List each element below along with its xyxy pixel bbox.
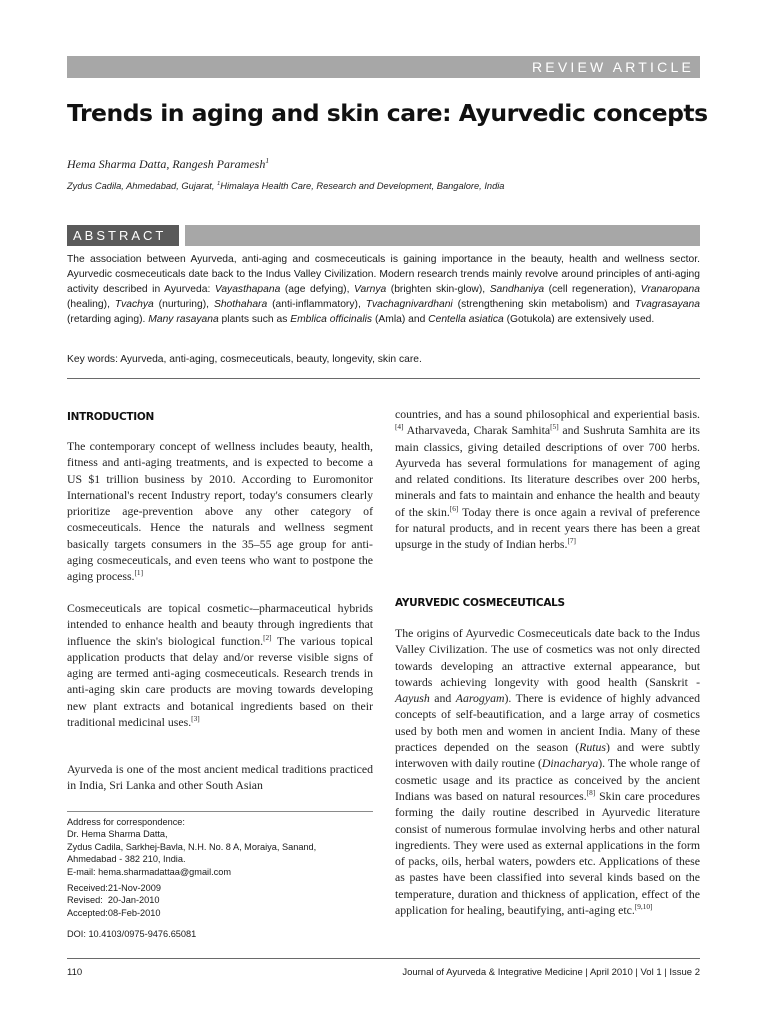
article-title: Trends in aging and skin care: Ayurvedic concepts — [67, 99, 708, 127]
abstract-segment: (healing), — [67, 298, 115, 310]
right-paragraph-1 — [395, 406, 700, 553]
abstract-segment: (age defying), — [280, 283, 354, 295]
page-number: 110 — [67, 967, 83, 978]
abstract-term: Many rasayana — [148, 313, 219, 325]
abstract-segment: (Gotukola) are extensively used. — [503, 313, 655, 325]
abstract-label: ABSTRACT — [67, 225, 179, 246]
correspondence-address-line: Zydus Cadila, Sarkhej-Bavla, N.H. No. 8 A, Moraiya, Sanand, — [67, 841, 317, 852]
affiliation-primary: Zydus Cadila, Ahmedabad, Gujarat, — [67, 181, 218, 191]
revised-date: Revised: 20-Jan-2010 — [67, 895, 160, 906]
sanskrit-term: Aayush — [395, 691, 430, 706]
abstract-term: Tvachagnivardhani — [365, 298, 453, 310]
ayurvedic-cosmeceuticals-heading: AYURVEDIC COSMECEUTICALS — [395, 597, 565, 609]
article-type-label: REVIEW ARTICLE — [531, 59, 694, 75]
received-date: Received:21-Nov-2009 — [67, 883, 161, 894]
abstract-term: Emblica officinalis — [290, 313, 373, 325]
citation-ref[interactable]: [7] — [567, 536, 576, 546]
citation-ref[interactable]: [3] — [191, 714, 200, 724]
introduction-heading: INTRODUCTION — [67, 411, 154, 423]
abstract-term: Varnya — [354, 283, 387, 295]
introduction-paragraph-3 — [67, 761, 373, 794]
affiliation-mark: 1 — [217, 180, 221, 187]
affiliations — [67, 179, 707, 193]
accepted-date: Accepted:08-Feb-2010 — [67, 907, 161, 918]
journal-citation: Journal of Ayurveda & Integrative Medicine | April 2010 | Vol 1 | Issue 2 — [402, 967, 700, 978]
abstract-term: Vayasthapana — [214, 283, 281, 295]
footer-divider — [67, 958, 700, 959]
abstract-segment: (anti-inflammatory), — [267, 298, 366, 310]
correspondence-address-line: Ahmedabad - 382 210, India. — [67, 854, 186, 865]
right-paragraph-2 — [395, 625, 700, 918]
abstract-header-bar — [67, 225, 700, 246]
abstract-segment: (retarding aging). — [67, 313, 149, 325]
paragraph-text: Cosmeceuticals are topical cosmetic-–pharmaceutical hybrids intended to enhance health and beauty through ingredients that influence the skin's biological function. — [67, 601, 373, 648]
citation-ref[interactable]: [2] — [263, 632, 272, 642]
paragraph-text: and — [429, 691, 456, 706]
abstract-segment: (cell regeneration), — [544, 283, 641, 295]
correspondence-label: Address for correspondence: — [67, 817, 185, 827]
correspondence-email[interactable]: E-mail: hema.sharmadattaa@gmail.com — [67, 866, 232, 877]
paragraph-text: countries, and has a sound philosophical and experiential basis. — [395, 407, 700, 421]
abstract-segment: (Amla) and — [372, 313, 429, 325]
abstract-term: Sandhaniya — [489, 283, 545, 295]
paragraph-text: and Sushruta Samhita are its main classics, giving detailed descriptions of over 700 herbs. Ayurveda has several formulations for management of aging and related conditions. Its literature describes over 200 herbs, minerals and fats to maintain and enhance the health and beauty of the skin. — [395, 423, 700, 519]
keywords: Key words: Ayurveda, anti-aging, cosmeceuticals, beauty, longevity, skin care. — [67, 354, 422, 365]
paragraph-text: ). The whole range of cosmetic usage and its practice as conceived by the ancient Indians was based on natural resources. — [395, 756, 700, 803]
article-type-banner — [67, 56, 700, 78]
sanskrit-term: Rutus — [579, 740, 607, 755]
correspondence-name: Dr. Hema Sharma Datta, — [67, 829, 168, 840]
introduction-paragraph-1 — [67, 438, 373, 585]
citation-ref[interactable]: [4] — [395, 422, 404, 432]
abstract-term: Centella asiatica — [428, 313, 504, 325]
introduction-paragraph-2 — [67, 600, 373, 730]
authors-text: Hema Sharma Datta, Rangesh Paramesh — [67, 157, 266, 171]
doi[interactable]: DOI: 10.4103/0975-9476.65081 — [67, 929, 197, 940]
abstract-segment: (strengthening skin metabolism) and — [452, 298, 635, 310]
abstract-term: Tvachya — [114, 298, 154, 310]
sanskrit-term: Aarogyam — [455, 691, 505, 706]
abstract-segment: (nurturing), — [153, 298, 214, 310]
citation-ref[interactable]: [5] — [550, 422, 559, 432]
affiliation-secondary: Himalaya Health Care, Research and Development, Bangalore, India — [220, 181, 505, 191]
paragraph-text: Atharvaveda, Charak Samhita — [403, 423, 551, 438]
sanskrit-term: Dinacharya — [541, 756, 599, 771]
citation-ref[interactable]: [1] — [134, 568, 144, 578]
correspondence-divider — [67, 811, 373, 812]
correspondence-block — [67, 816, 377, 941]
author-affiliation-mark: 1 — [265, 156, 270, 165]
abstract-segment: The association between Ayurveda, anti-aging and cosmeceuticals is gaining importance in the beauty, health and wellness sector. Ayurvedic cosmeceuticals date back to the Indus Valley Civilization. Modern research trends mainly revolve around principles of anti-aging activity described in Ayurveda: — [67, 254, 700, 295]
paragraph-text: Ayurveda is one of the most ancient medical traditions practiced in India, Sri Lanka and other South Asian — [67, 762, 373, 793]
citation-ref[interactable]: [9,10] — [634, 902, 653, 912]
section-divider — [67, 378, 700, 379]
paragraph-text: The contemporary concept of wellness includes beauty, health, fitness and anti-aging treatments, and is expected to become a US $1 trillion business by 2010. According to Euromonitor International's recent Industry report, today's consumers clearly prioritize age-prevention above any other category of cosmeceuticals. Hence the naturals and wellness segment basically targets consumers in the 35–55 age group for anti-aging cosmeceuticals, and even teens who want to postpone the aging process. — [67, 439, 373, 584]
paragraph-text: ). There is evidence of highly advanced concepts of self-beautification, and a large array of cosmetics used by both men and women in ancient India. Many of these practices depended on the season ( — [395, 691, 700, 755]
citation-ref[interactable]: [8] — [586, 788, 596, 798]
paragraph-text: Today there is once again a revival of preference for natural products, and in recent years there has been a great upsurge in the study of Indian herbs. — [395, 504, 700, 552]
paragraph-text: The various topical application products that delay and/or reverse visible signs of aging are termed anti-aging cosmeceuticals. Research trends in anti-aging skin care products are moving towards developing new plant extracts and botanical ingredients based on their traditional medicinal uses. — [67, 633, 373, 730]
abstract-term: Tvagrasayana — [634, 298, 700, 310]
abstract-segment: plants such as — [218, 313, 291, 325]
abstract-segment: (brighten skin-glow), — [386, 283, 490, 295]
citation-ref[interactable]: [6] — [449, 503, 459, 513]
paragraph-text: ) and were subtly interwoven with daily routine ( — [395, 740, 700, 771]
author-list — [67, 156, 269, 172]
abstract-text — [67, 253, 700, 328]
paragraph-text: The origins of Ayurvedic Cosmeceuticals date back to the Indus Valley Civilization. The use of cosmetics was not only directed towards developing an attractive external appearance, but towards achieving longevity with good health (Sanskrit - — [395, 626, 700, 689]
abstract-term: Shothahara — [213, 298, 268, 310]
paragraph-text: Skin care procedures forming the daily routine described in Ayurvedic literature consist of numerous formulae involving herbs and other natural ingredients. They were used as external applications in the form of packs, oils, herbal waters, powders etc. Applications of these as pastes have been classified into several kinds based on the temperature, duration and thickness of application, effect of the application for healing, beautifying, anti-aging etc. — [395, 788, 700, 918]
abstract-term: Vranaropana — [640, 283, 701, 295]
